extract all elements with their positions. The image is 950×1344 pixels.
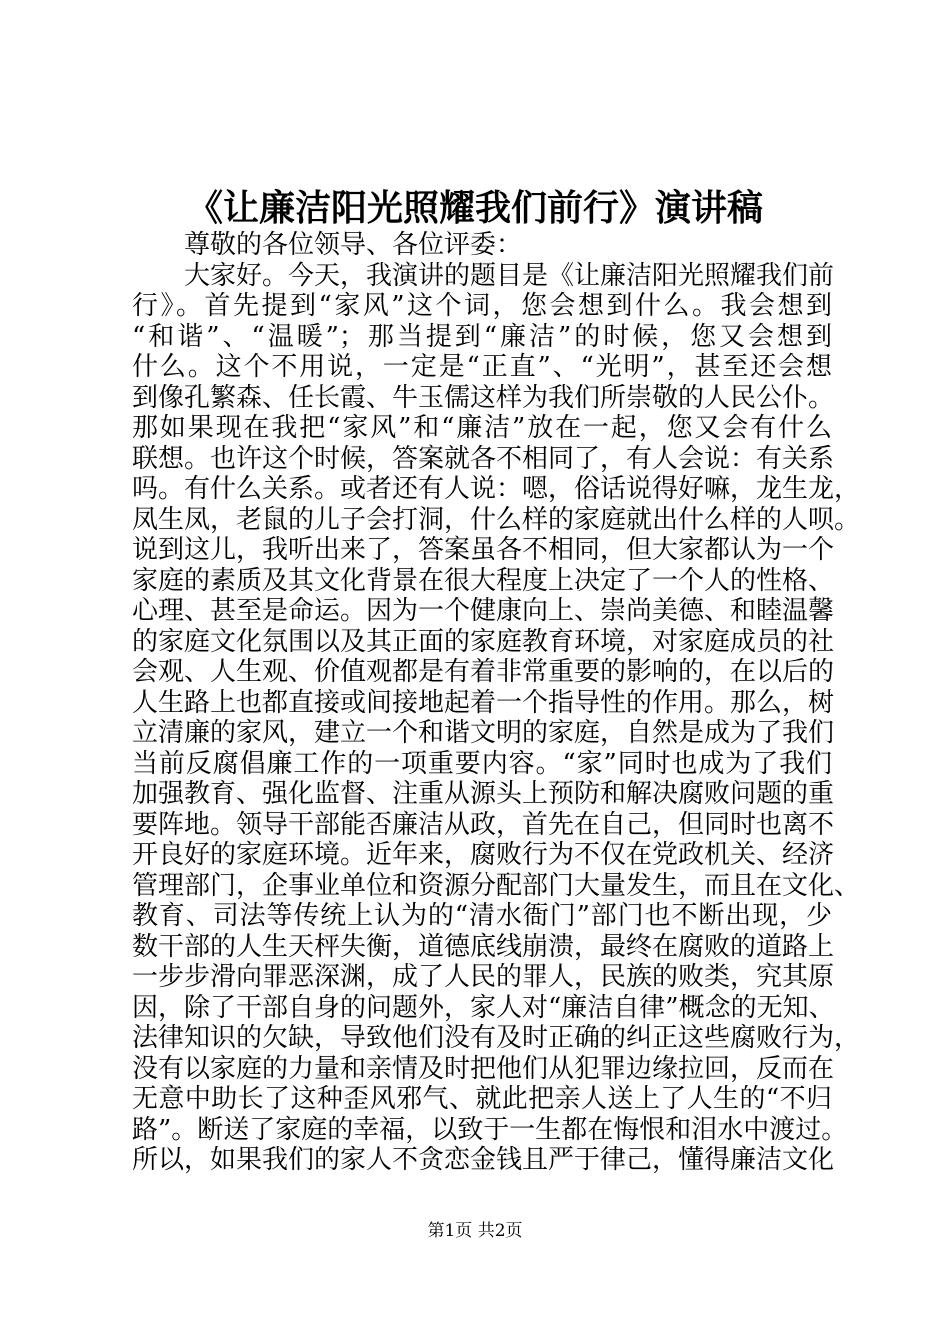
paragraph-line: 的家庭文化氛围以及其正面的家庭教育环境，对家庭成员的社 <box>132 626 835 657</box>
paragraph-line: 加强教育、强化监督、注重从源头上预防和解决腐败问题的重 <box>132 779 835 809</box>
paragraph-line: 会观、人生观、价值观都是有着非常重要的影响的，在以后的 <box>132 657 835 687</box>
paragraph-line: 没有以家庭的力量和亲情及时把他们从犯罪边缘拉回，反而在 <box>132 1053 835 1084</box>
paragraph-line: 要阵地。领导干部能否廉洁从政，首先在自己，但同时也离不 <box>132 809 835 840</box>
paragraph-line: 联想。也许这个时候，答案就各不相同了，有人会说：有关系 <box>132 443 835 474</box>
paragraph-line: 凤生凤，老鼠的儿子会打洞，什么样的家庭就出什么样的人呗。 <box>132 504 861 535</box>
paragraph-line: 立清廉的家风，建立一个和谐文明的家庭，自然是成为了我们 <box>132 718 835 748</box>
document-title: 《让廉洁阳光照耀我们前行》演讲稿 <box>186 187 763 229</box>
paragraph-line: 教育、司法等传统上认为的“清水衙门”部门也不断出现，少 <box>132 901 832 931</box>
paragraph-line: 一步步滑向罪恶深渊，成了人民的罪人，民族的败类，究其原 <box>132 962 835 992</box>
paragraph-line: 吗。有什么关系。或者还有人说：嗯，俗话说得好嘛，龙生龙， <box>132 474 861 504</box>
paragraph-line: 心理、甚至是命运。因为一个健康向上、崇尚美德、和睦温馨 <box>132 596 835 626</box>
paragraph-line: 行》。首先提到“家风”这个词，您会想到什么。我会想到 <box>132 291 832 321</box>
paragraph-line: 什么。这个不用说，一定是“正直”、“光明”，甚至还会想 <box>132 352 832 382</box>
paragraph-line: “和谐”、“温暖”；那当提到“廉洁”的时候，您又会想到 <box>132 321 832 352</box>
paragraph-line: 到像孔繁森、任长霞、牛玉儒这样为我们所崇敬的人民公仆。 <box>132 382 835 413</box>
paragraph-line: 当前反腐倡廉工作的一项重要内容。“家”同时也成为了我们 <box>132 748 832 779</box>
paragraph-line: 所以，如果我们的家人不贪恋金钱且严于律己，懂得廉洁文化 <box>132 1145 835 1175</box>
paragraph-line: 路”。断送了家庭的幸福，以致于一生都在悔恨和泪水中渡过。 <box>132 1114 848 1145</box>
paragraph-line: 家庭的素质及其文化背景在很大程度上决定了一个人的性格、 <box>132 565 835 596</box>
paragraph-line: 无意中助长了这种歪风邪气、就此把亲人送上了人生的“不归 <box>132 1084 832 1114</box>
paragraph-line: 数干部的人生天枰失衡，道德底线崩溃，最终在腐败的道路上 <box>132 931 835 962</box>
paragraph-line: 人生路上也都直接或间接地起着一个指导性的作用。那么，树 <box>132 687 835 718</box>
speech-body <box>132 230 861 1176</box>
paragraph-line: 那如果现在我把“家风”和“廉洁”放在一起，您又会有什么 <box>132 413 832 443</box>
paragraph-line: 管理部门，企事业单位和资源分配部门大量发生，而且在文化、 <box>132 870 861 901</box>
paragraph-line: 说到这儿，我听出来了，答案虽各不相同，但大家都认为一个 <box>132 535 835 565</box>
paragraph-line: 开良好的家庭环境。近年来，腐败行为不仅在党政机关、经济 <box>132 840 835 870</box>
paragraph-line: 大家好。今天，我演讲的题目是《让廉洁阳光照耀我们前 <box>184 260 835 291</box>
salutation-line: 尊敬的各位领导、各位评委： <box>184 230 523 260</box>
paragraph-line: 因，除了干部自身的问题外，家人对“廉洁自律”概念的无知、 <box>132 992 835 1023</box>
page-footer: 第1页 共2页 <box>427 1221 523 1241</box>
paragraph-line: 法律知识的欠缺，导致他们没有及时正确的纠正这些腐败行为， <box>132 1023 861 1053</box>
